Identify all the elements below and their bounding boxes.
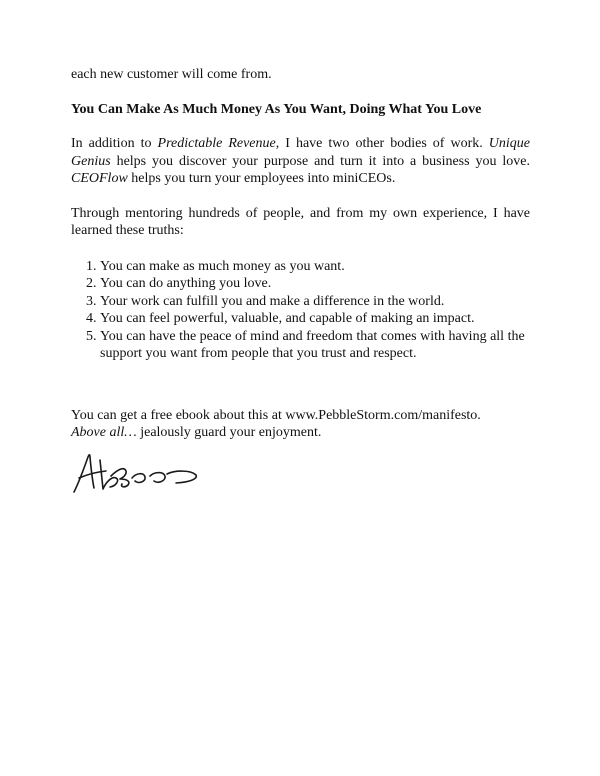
list-item: 4. You can feel powerful, valuable, and capable of making an impact. [100, 310, 530, 328]
document-page [71, 66, 530, 442]
works-mid-text-2: helps you discover your purpose and turn it into a business you love. [110, 153, 530, 169]
closing-paragraph [71, 424, 530, 442]
truths-list [71, 258, 530, 363]
works-intro-text: In addition to [71, 136, 158, 151]
ceoflow-title: CEOFlow [71, 171, 128, 186]
handwritten-signature-icon [70, 448, 200, 496]
works-mid-text-1: , I have two other bodies of work. [275, 136, 489, 151]
list-item: 5. You can have the peace of mind and freedom that comes with having all the support you want from people that you trust and respect. [100, 328, 530, 363]
unique-genius-title: Unique Genius [71, 136, 531, 169]
list-item: 2. You can do anything you love. [100, 275, 530, 293]
closing-text: jealously guard your enjoyment. [136, 425, 322, 440]
closing-emphasis: Above all… [71, 425, 137, 440]
section-heading: You Can Make As Much Money As You Want, Doing What You Love [71, 101, 482, 117]
works-paragraph [71, 135, 530, 188]
predictable-revenue-title: Predictable Revenue [157, 136, 276, 151]
truths-intro-paragraph: Through mentoring hundreds of people, and from my own experience, I have learned these truths: [71, 205, 530, 238]
continuation-paragraph: each new customer will come from. [71, 67, 272, 82]
ebook-paragraph: You can get a free ebook about this at www.PebbleStorm.com/manifesto. [71, 407, 481, 423]
list-item: 3. Your work can fulfill you and make a difference in the world. [100, 293, 530, 311]
works-end-text: helps you turn your employees into miniCEOs. [127, 171, 396, 186]
list-item: 1. You can make as much money as you want. [100, 258, 530, 276]
